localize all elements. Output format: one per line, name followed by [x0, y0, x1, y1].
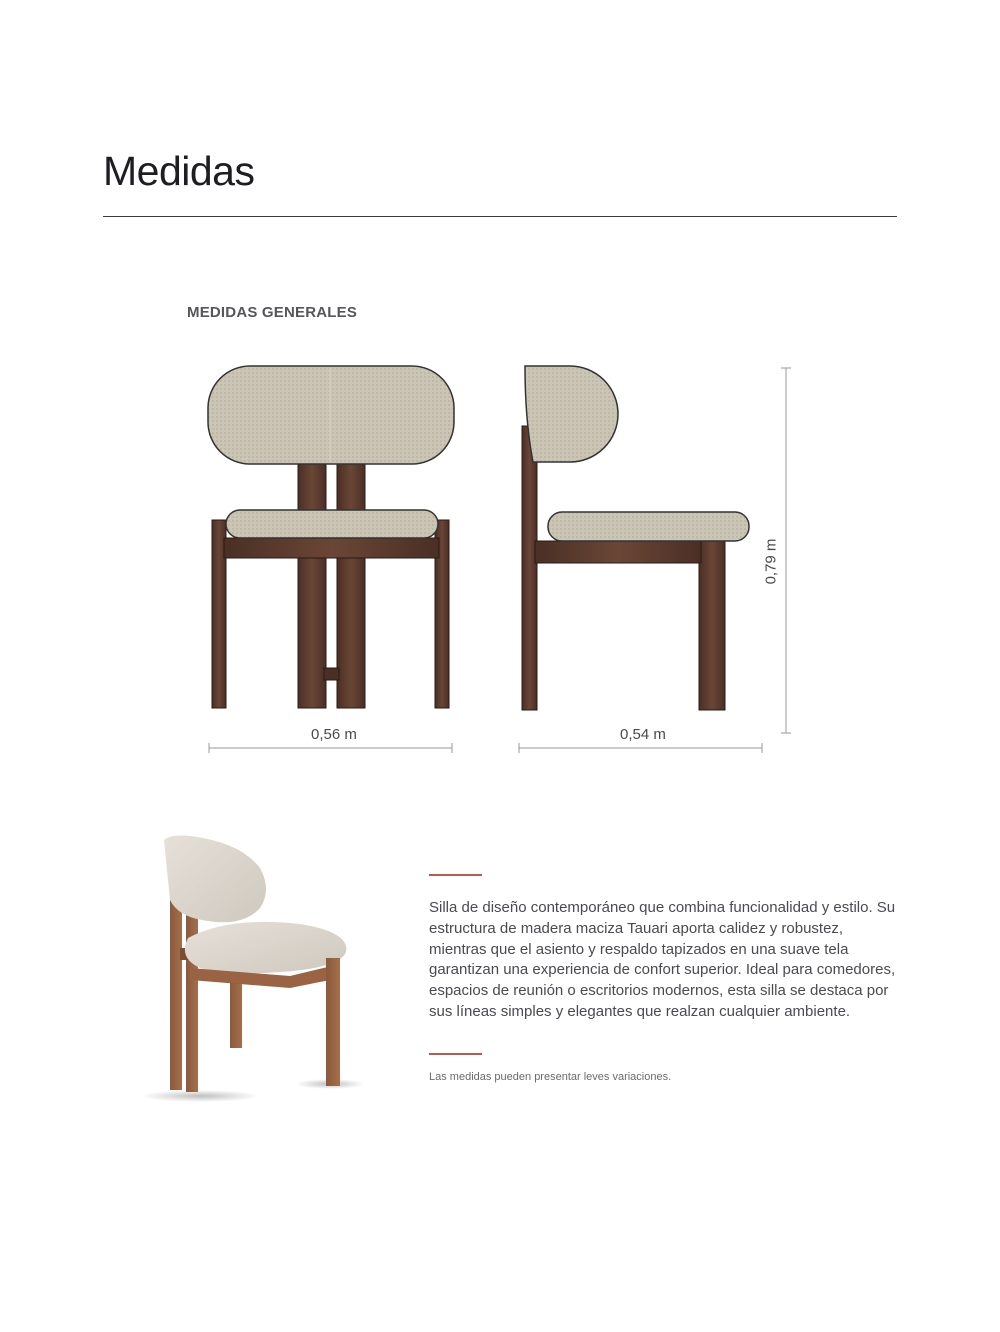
- front-back-post-right: [337, 462, 365, 708]
- side-backrest: [525, 366, 618, 462]
- side-back-leg: [522, 426, 537, 710]
- front-view-drawing: [208, 366, 454, 708]
- width-dimension-line: [209, 743, 452, 753]
- side-front-leg: [699, 524, 725, 710]
- page-title: Medidas: [103, 148, 255, 194]
- front-lower-stretcher: [324, 668, 339, 680]
- side-seat-rail: [535, 541, 701, 563]
- section-label: MEDIDAS GENERALES: [187, 304, 358, 321]
- height-measure: 0,79 m: [762, 538, 780, 585]
- front-back-post-left: [298, 462, 326, 708]
- depth-measure: 0,54 m: [620, 726, 666, 743]
- variation-note: Las medidas pueden presentar leves variaciones.: [429, 1071, 672, 1083]
- side-seat-cushion: [548, 512, 749, 541]
- front-seat-cushion: [226, 510, 438, 538]
- front-seat-rail: [224, 538, 439, 558]
- product-description: Silla de diseño contemporáneo que combina funcionalidad y estilo. Su estructura de madera maciza Tauari aporta calidez y robustez, mientras que el asiento y respaldo tapizados en una suave tela garantizan una experiencia de confort superior. Ideal para comedores, espacios de reunión o escritorios modernos, esta silla se destaca por sus líneas simples y elegantes que realzan cualquier ambiente.: [429, 899, 896, 1020]
- side-view-drawing: [522, 366, 749, 710]
- depth-dimension-line: [519, 743, 762, 753]
- front-backrest: [208, 366, 454, 464]
- width-measure: 0,56 m: [311, 726, 357, 743]
- accent-divider-bottom: [429, 1053, 482, 1055]
- accent-divider-top: [429, 874, 482, 876]
- chair-product-image: [130, 828, 370, 1118]
- height-dimension-line: [781, 368, 791, 733]
